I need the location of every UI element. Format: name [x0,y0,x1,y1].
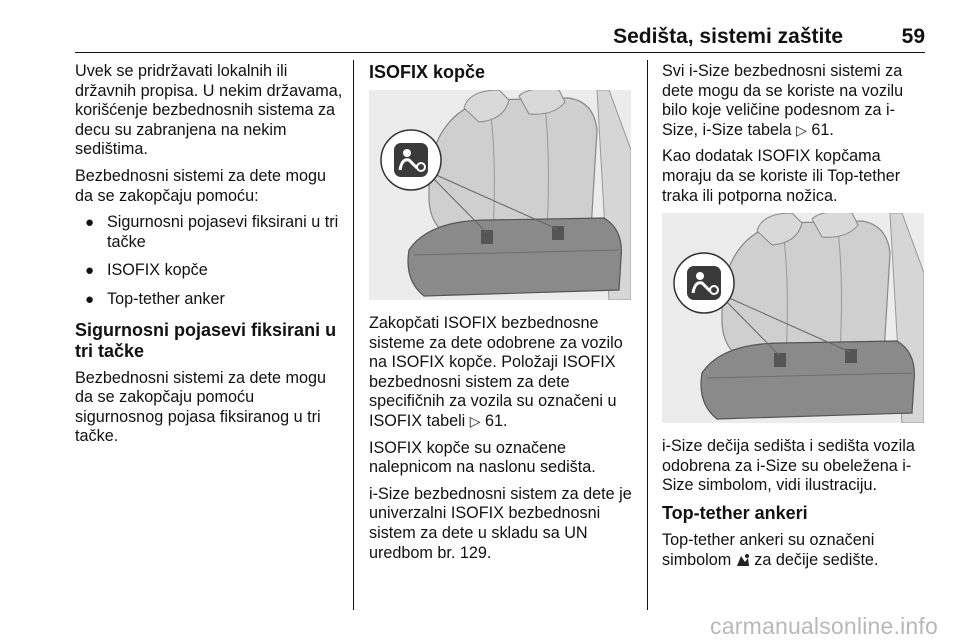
header-rule [75,52,925,53]
isize-vehicle-paragraph: Svi i-Size bezbednosni sistemi za dete mogu da se koriste na vozilu bilo koje veličine podesnom za i-Size, i-Size tabela ▷ 61. [662,62,904,139]
top-tether-paragraph: Top-tether ankeri su označeni simbolom za dečije sedište. [662,531,928,572]
list-item: ● Top-tether anker [85,289,225,308]
watermark: carmanualsonline.info [710,613,938,639]
child-seat-isofix-icon [381,130,441,190]
isize-marking-paragraph: i-Size dečija sedišta i sedišta vozila odobrena za i-Size su obeležena i-Size simbolom, vidi ilustraciju. [662,437,915,495]
bullet-icon: ● [85,262,95,280]
three-point-belt-paragraph: Bezbednosni sistemi za dete mogu da se zakopčaju pomoću sigurnosnog pojasa fiksiranog u tri tačke. [75,368,327,446]
page-number: 59 [901,25,925,48]
list-item: ● Sigurnosni pojasevi fiksirani u tri tačke [85,213,339,251]
bullet-icon: ● [85,290,95,308]
column-2 [369,62,635,570]
reference-arrow-icon: ▷ [469,412,481,429]
isofix-seat-illustration [369,90,631,300]
column-divider-2 [647,60,648,610]
fastening-methods-list [75,213,343,309]
isofix-label-paragraph: ISOFIX kopče su označene nalepnicom na naslonu sedišta. [369,438,596,477]
column-1 [75,62,343,454]
isofix-heading: ISOFIX kopče [369,62,486,82]
list-item: ● ISOFIX kopče [85,261,208,280]
page-header [75,22,925,52]
isofix-addition-paragraph: Kao dodatak ISOFIX kopčama moraju da se koriste ili Top-tether traka ili potporna nožica. [662,147,901,205]
isize-seat-illustration [662,213,924,423]
bullet-icon: ● [85,214,95,232]
isize-icon [674,253,734,313]
page-title: Sedišta, sistemi zaštite [613,25,843,48]
three-point-belt-heading: Sigurnosni pojasevi fiksirani u tri tačke [75,319,337,361]
top-tether-heading: Top-tether ankeri [662,502,808,523]
top-tether-anchor-icon [736,553,750,573]
isofix-attach-paragraph: Zakopčati ISOFIX bezbednosne sisteme za dete odobrene za vozilo na ISOFIX kopče. Položaji ISOFIX bezbednosni sistem za dete specifičnih za vozila su označeni u ISOFIX tabeli ▷ 61. [369,314,623,430]
local-regulations-paragraph: Uvek se pridržavati lokalnih ili državnih propisa. U nekim državama, korišćenje bezbednosnih sistema za decu su zabranjena na nekim sedištima. [75,62,343,159]
isize-universal-paragraph: i-Size bezbednosni sistem za dete je univerzalni ISOFIX bezbednosni sistem za dete u skladu sa UN uredbom br. 129. [369,484,632,562]
column-3 [662,62,928,579]
column-divider-1 [353,60,354,610]
reference-arrow-icon: ▷ [796,121,807,138]
fastening-intro-paragraph: Bezbednosni sistemi za dete mogu da se zakopčaju pomoću: [75,166,327,205]
